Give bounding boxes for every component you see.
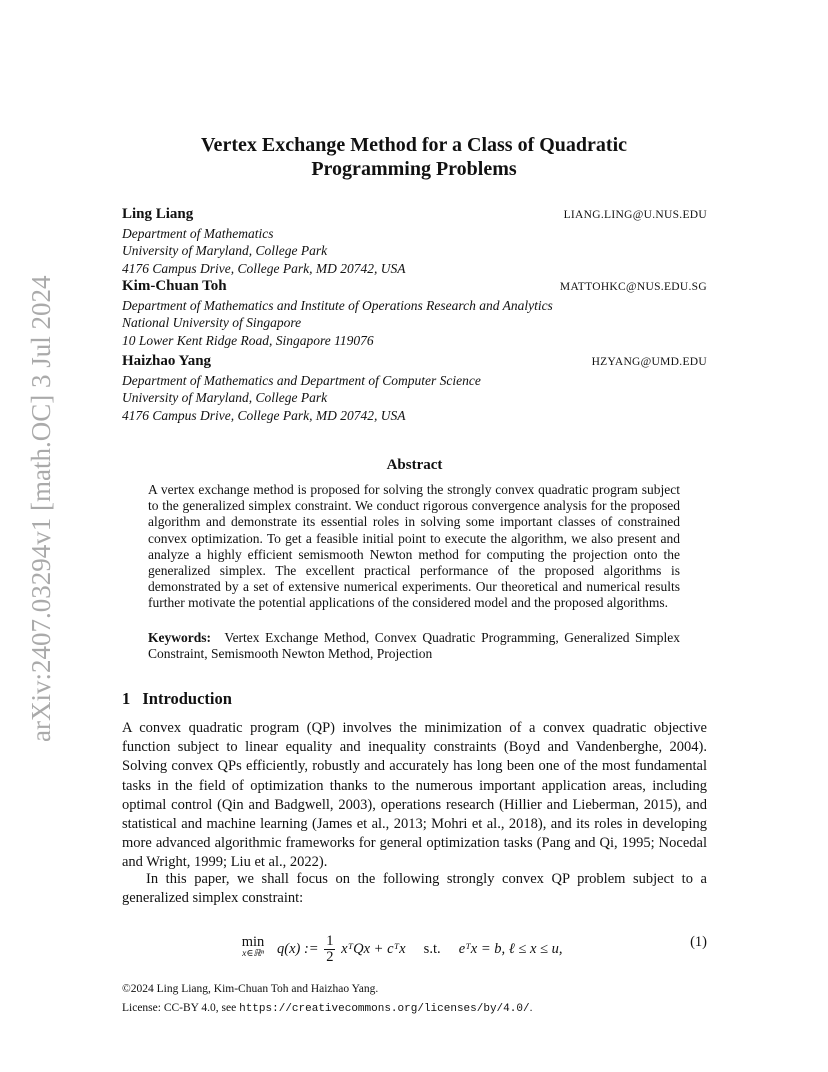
intro-paragraph-2: In this paper, we shall focus on the following strongly convex QP problem subject to a generalized simplex constraint:	[122, 871, 707, 907]
license-note	[122, 1001, 532, 1016]
equation-lhs: q(x) :=	[277, 940, 319, 957]
author-affiliation-line: University of Maryland, College Park	[122, 243, 328, 258]
abstract-text: A vertex exchange method is proposed for solving the strongly convex quadratic program subject to the generalized simplex constraint. We conduct rigorous convergence analysis for the proposed algorithm and demonstrate its essential roles in solving some important classes of constrained convex optimization. To get a feasible initial point to execute the algorithm, we also present and analyze a highly efficient semismooth Newton method for computing the projection onto the generalized simplex. The excellent practical performance of the proposed algorithms is demonstrated by a set of extensive numerical experiments. Our theoretical and numerical results further motivate the potential applications of the considered model and the proposed algorithms.	[148, 482, 680, 611]
author-name: Ling Liang	[122, 206, 194, 222]
equation-min-subscript: x∈ℝⁿ	[242, 949, 264, 959]
author-name: Kim-Chuan Toh	[122, 278, 227, 294]
equation-number: (1)	[690, 934, 707, 950]
equation-min-operator: min	[241, 934, 265, 950]
equation-expression	[277, 934, 563, 965]
keywords-label: Keywords:	[148, 630, 211, 645]
author-affiliation-line: 4176 Campus Drive, College Park, MD 20742, USA	[122, 260, 406, 276]
intro-paragraph-1: A convex quadratic program (QP) involves the minimization of a convex quadratic objective function subject to linear equality and inequality constraints (Boyd and Vandenberghe, 2004). Solving convex QPs efficiently, robustly and accurately has long been one of the most fundamental tasks in the field of optimization thanks to the numerous important application areas, including optimal control (Qin and Badgwell, 2003), operations research (Hillier and Lieberman, 2015), and statistical and machine learning (James et al., 2013; Mohri et al., 2018), and its roles in developing more advanced algorithmic frameworks for general optimization tasks (Pang and Qi, 1995; Nocedal and Wright, 1999; Liu et al., 2022).	[122, 720, 707, 871]
equation-min	[237, 934, 269, 959]
copyright-note: ©2024 Ling Liang, Kim-Chuan Toh and Haizhao Yang.	[122, 983, 379, 995]
author-email[interactable]: MATTOHKC@NUS.EDU.SG	[559, 281, 707, 293]
author-name: Haizhao Yang	[122, 353, 212, 369]
license-suffix: .	[529, 1002, 533, 1014]
paper-title-line-1: Vertex Exchange Method for a Class of Quadratic	[200, 134, 628, 156]
section-number: 1	[122, 689, 131, 708]
author-block-1	[122, 206, 707, 277]
section-title: Introduction	[142, 689, 232, 708]
author-email[interactable]: HZYANG@UMD.EDU	[591, 356, 707, 368]
equation-subject-to: s.t.	[423, 940, 441, 957]
author-affiliation-line: Department of Mathematics and Institute of Operations Research and Analytics	[122, 297, 553, 313]
author-affiliation-line: Department of Mathematics	[122, 225, 274, 241]
paper-title-line-2: Programming Problems	[311, 158, 517, 180]
equation-fraction	[324, 934, 335, 965]
author-affiliation-line: University of Maryland, College Park	[122, 390, 328, 405]
arxiv-watermark-text: arXiv:2407.03294v1 [math.OC] 3 Jul 2024	[26, 275, 56, 742]
author-affiliation-line: Department of Mathematics and Department of Computer Science	[122, 372, 481, 388]
section-heading	[122, 689, 232, 709]
equation-1	[122, 922, 707, 966]
arxiv-watermark	[14, 244, 62, 742]
equation-fraction-numerator: 1	[326, 933, 334, 949]
abstract-heading: Abstract	[386, 457, 443, 473]
author-affiliation-line: National University of Singapore	[122, 315, 302, 330]
author-affiliation-line: 10 Lower Kent Ridge Road, Singapore 119076	[122, 332, 374, 348]
author-block-3	[122, 353, 707, 424]
author-email[interactable]: LIANG.LING@U.NUS.EDU	[563, 209, 707, 221]
equation-constraints: eᵀx = b, ℓ ≤ x ≤ u,	[458, 940, 563, 957]
keywords-text: Vertex Exchange Method, Convex Quadratic Programming, Generalized Simplex Constraint, Semismooth Newton Method, Projection	[148, 630, 680, 662]
author-block-2	[122, 278, 707, 349]
keywords	[148, 630, 680, 662]
equation-rhs: xᵀQx + cᵀx	[341, 940, 406, 957]
author-affiliation-line: 4176 Campus Drive, College Park, MD 20742, USA	[122, 407, 406, 423]
license-prefix: License: CC-BY 4.0, see	[122, 1002, 240, 1014]
equation-fraction-denominator: 2	[326, 949, 334, 965]
license-link[interactable]: https://creativecommons.org/licenses/by/4.0/	[239, 1003, 530, 1015]
paper-title	[122, 133, 706, 181]
